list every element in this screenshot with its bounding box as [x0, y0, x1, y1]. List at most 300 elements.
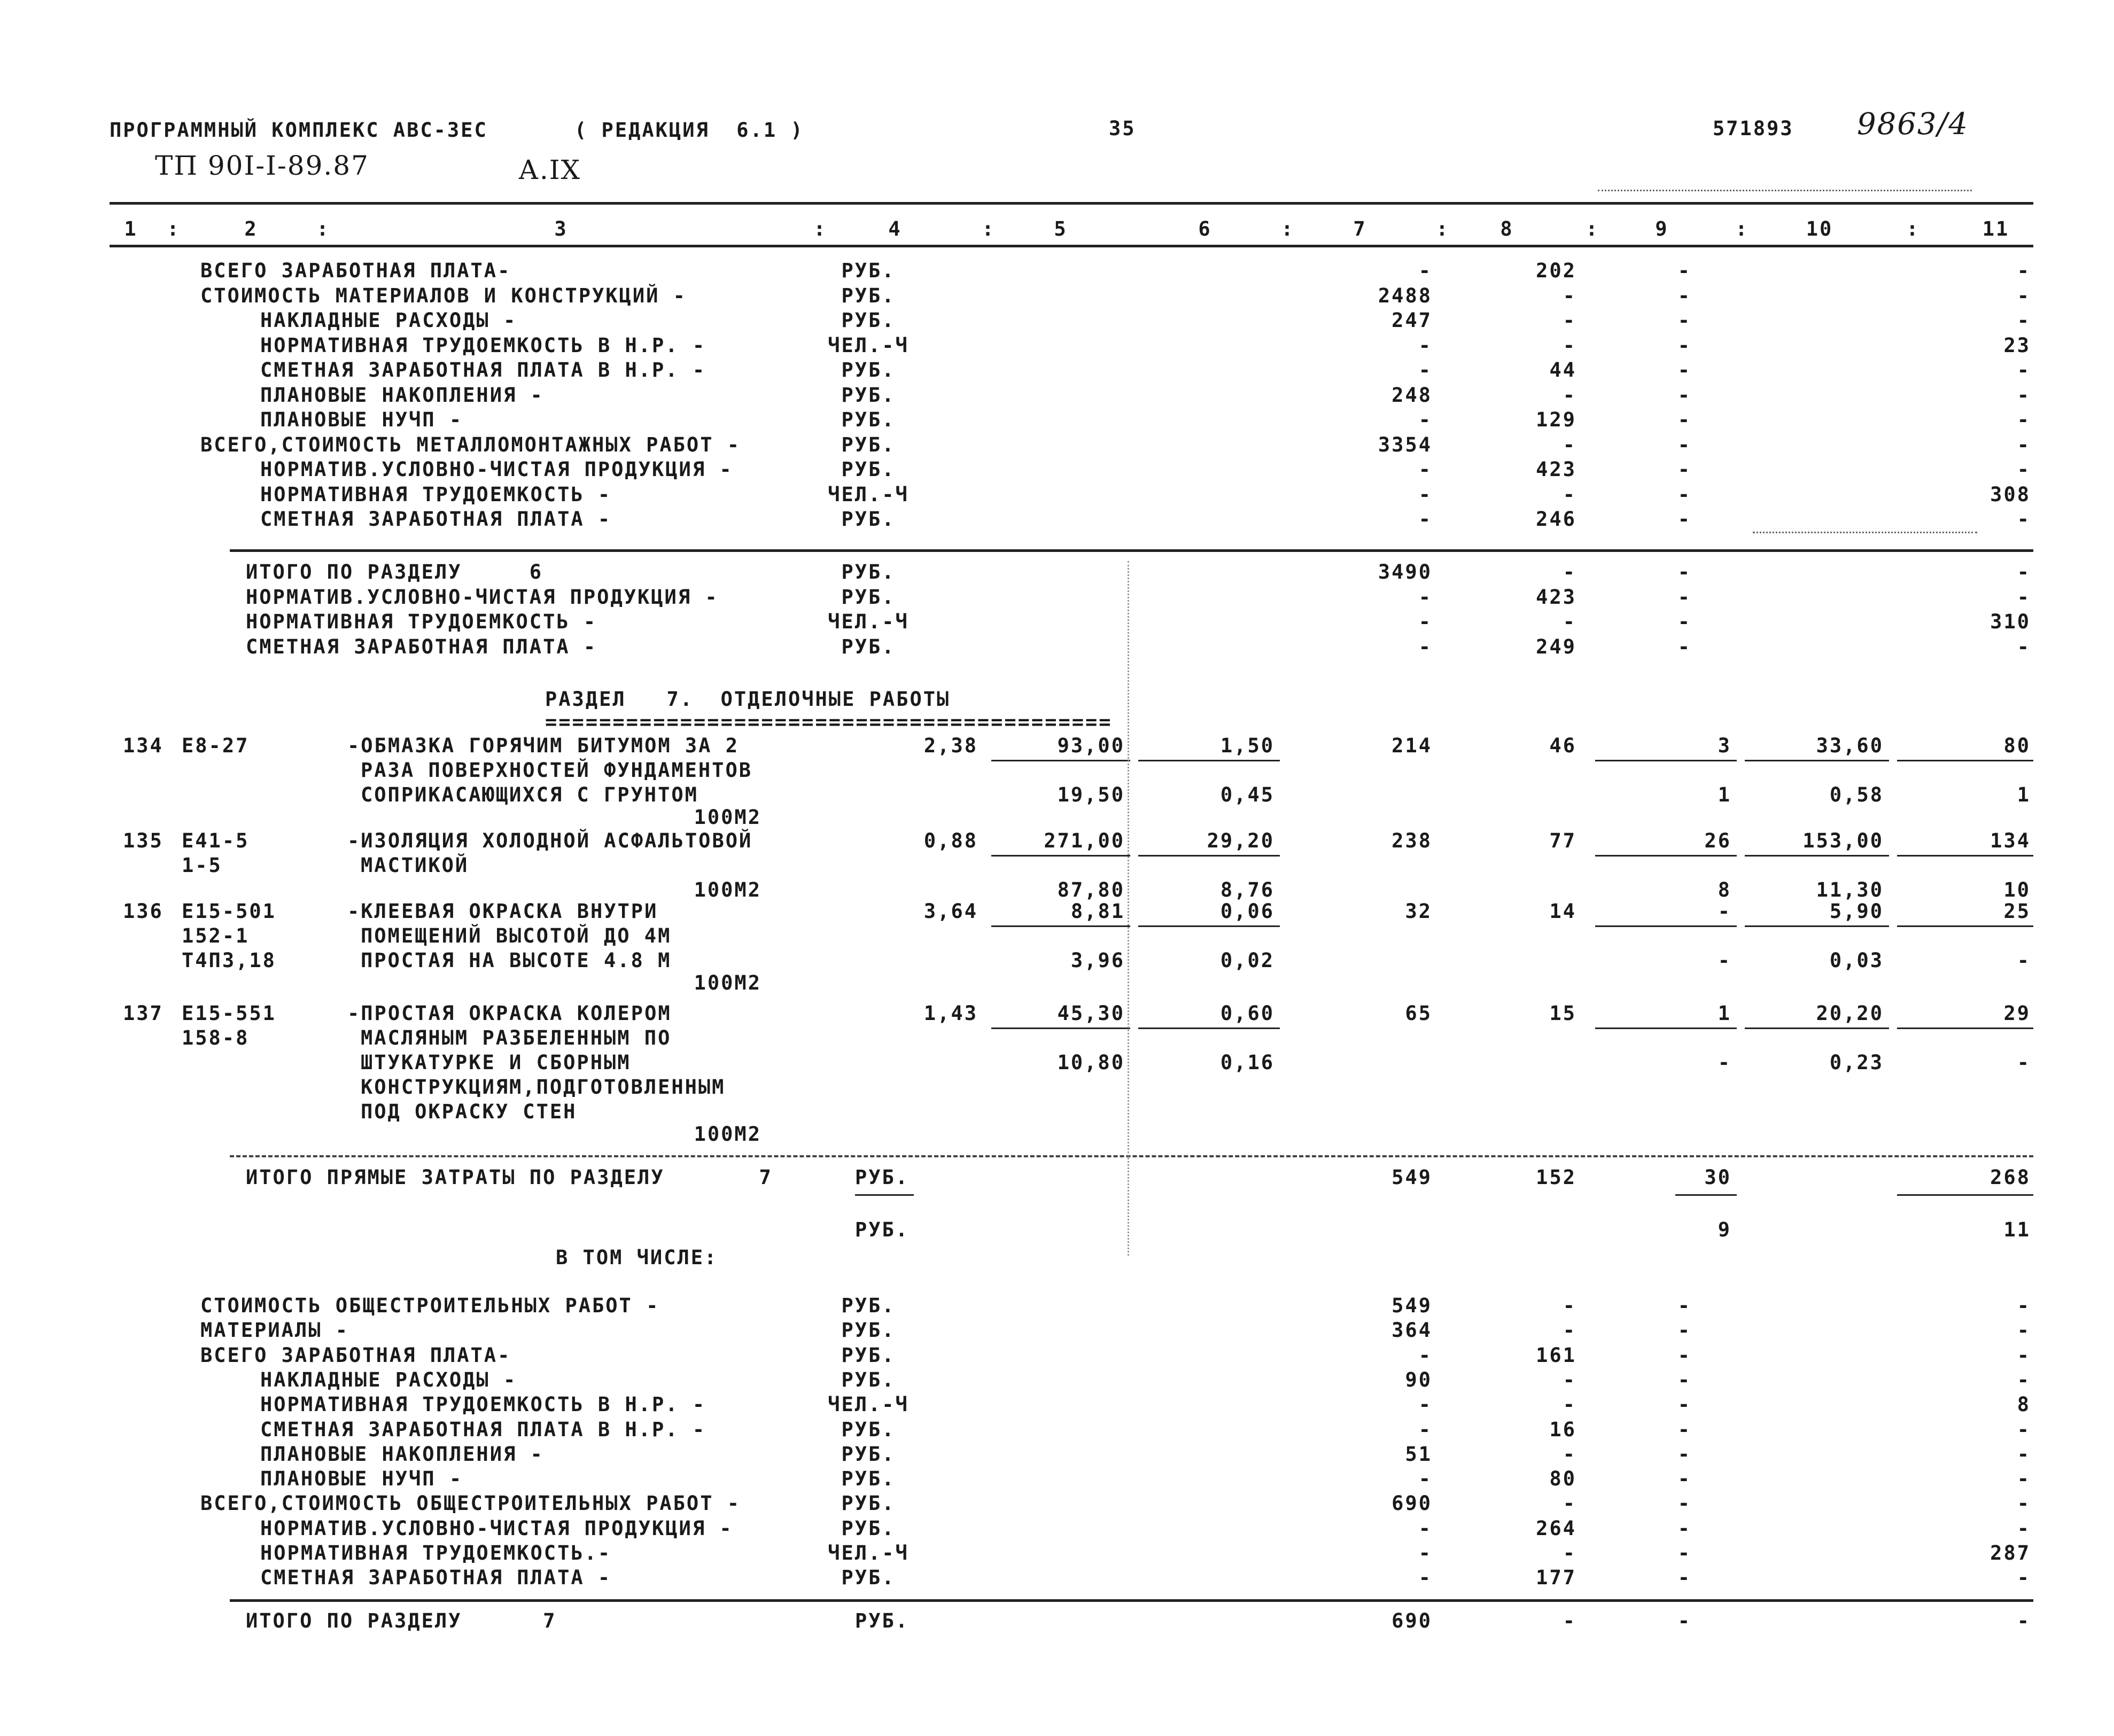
- summary-col11: -: [2017, 433, 2031, 456]
- item-col11: 25: [2003, 900, 2031, 923]
- summary-col9: -: [1677, 284, 1691, 307]
- summary-col9: -: [1677, 1566, 1691, 1590]
- item-subrule: [1897, 925, 2033, 927]
- item-subrule: [1595, 925, 1737, 927]
- summary-label: ПЛАНОВЫЕ НАКОПЛЕНИЯ -: [260, 383, 544, 407]
- summary-unit: РУБ.: [841, 635, 896, 658]
- summary-col11: -: [2017, 1294, 2031, 1317]
- column-header-11: 11: [1982, 217, 2010, 240]
- summary-unit: РУБ.: [841, 585, 896, 609]
- item-col11-sub: 10: [2003, 878, 2031, 901]
- item-number: 136: [123, 900, 164, 923]
- summary-col11: -: [2017, 458, 2031, 481]
- item-code: Е8-27: [182, 734, 250, 757]
- program-title: ПРОГРАММНЫЙ КОМПЛЕКС АВС-ЗЕС: [110, 119, 488, 142]
- summary-col7: -: [1418, 408, 1432, 431]
- project-number: ТП 90I-I-89.87: [155, 150, 369, 181]
- direct-costs-col11-sub: 11: [2003, 1218, 2031, 1241]
- item-unit: 100М2: [694, 1123, 761, 1146]
- item-description: ШТУКАТУРКЕ И СБОРНЫМ: [361, 1051, 631, 1074]
- item-subrule: [1595, 855, 1737, 857]
- summary-col8: 246: [1536, 508, 1576, 531]
- summary-col8: -: [1563, 383, 1576, 407]
- item-subrule: [1745, 760, 1889, 761]
- summary-col9: -: [1677, 635, 1691, 658]
- summary-col8: -: [1563, 1319, 1576, 1342]
- summary-col7: -: [1418, 1467, 1432, 1491]
- summary-col8: 161: [1536, 1343, 1576, 1367]
- item-col10: 5,90: [1829, 900, 1884, 923]
- item-col9: -: [1717, 900, 1731, 923]
- item-unit-price-sub: 87,80: [1057, 878, 1125, 901]
- direct-costs-unit-sub: РУБ.: [855, 1218, 910, 1241]
- item-unit-wage-sub: 0,02: [1220, 949, 1274, 972]
- summary-unit: РУБ.: [841, 259, 896, 282]
- summary-unit: ЧЕЛ.-Ч: [828, 333, 909, 357]
- summary-col11: -: [2017, 408, 2031, 431]
- summary-col7: -: [1418, 585, 1432, 609]
- summary-col9: -: [1677, 560, 1691, 583]
- handwritten-inventory-number: 9863/4: [1857, 107, 1969, 142]
- summary-col9: -: [1677, 1442, 1691, 1466]
- summary-col11: -: [2017, 560, 2031, 583]
- item-subrule: [1138, 925, 1280, 927]
- summary-col7: -: [1418, 333, 1432, 357]
- summary-col9: -: [1677, 1492, 1691, 1515]
- summary-col7: -: [1418, 1343, 1432, 1367]
- item-description: -ИЗОЛЯЦИЯ ХОЛОДНОЙ АСФАЛЬТОВОЙ: [347, 829, 753, 852]
- section7-total-col9: -: [1677, 1609, 1691, 1632]
- section7-total-rule: [230, 1599, 2033, 1602]
- column-header-7: 7: [1353, 217, 1367, 240]
- summary-unit: РУБ.: [841, 1442, 896, 1466]
- section7-total-unit: РУБ.: [855, 1609, 910, 1632]
- item-unit-price: 8,81: [1070, 900, 1125, 923]
- item-unit-wage-sub: 0,45: [1220, 783, 1274, 806]
- summary-col9: -: [1677, 610, 1691, 633]
- item-description: -ПРОСТАЯ ОКРАСКА КОЛЕРОМ: [347, 1002, 672, 1025]
- summary-col11: -: [2017, 383, 2031, 407]
- summary-col8: -: [1563, 1442, 1576, 1466]
- summary-col11: -: [2017, 508, 2031, 531]
- column-separator: :: [316, 217, 330, 240]
- summary-unit: РУБ.: [841, 1516, 896, 1540]
- summary-col7: -: [1418, 1542, 1432, 1564]
- direct-costs-label: ИТОГО ПРЯМЫЕ ЗАТРАТЫ ПО РАЗДЕЛУ 7: [246, 1166, 773, 1189]
- summary-col7: 247: [1392, 309, 1432, 332]
- summary-col11: -: [2017, 635, 2031, 658]
- column-separator: :: [982, 217, 996, 240]
- scan-dots: [1753, 532, 1977, 533]
- summary-col11: -: [2017, 585, 2031, 609]
- summary-col9: -: [1677, 1319, 1691, 1342]
- item-unit: 100М2: [694, 806, 761, 829]
- item-number: 137: [123, 1002, 164, 1025]
- item-col10: 153,00: [1802, 829, 1884, 852]
- summary-unit: РУБ.: [841, 458, 896, 481]
- item-col11-sub: -: [2017, 949, 2031, 972]
- item-col10-sub: 0,03: [1829, 949, 1884, 972]
- summary-label: НОРМАТИВНАЯ ТРУДОЕМКОСТЬ.-: [260, 1542, 612, 1564]
- summary-col9: -: [1677, 333, 1691, 357]
- item-subrule: [1745, 925, 1889, 927]
- summary-col11: -: [2017, 259, 2031, 282]
- summary-unit: РУБ.: [841, 1319, 896, 1342]
- summary-col7: -: [1418, 259, 1432, 282]
- summary-col7: -: [1418, 482, 1432, 506]
- column-header-8: 8: [1500, 217, 1514, 240]
- summary-col9: -: [1677, 1343, 1691, 1367]
- summary-col9: -: [1677, 408, 1691, 431]
- summary-label: СМЕТНАЯ ЗАРАБОТНАЯ ПЛАТА В Н.Р. -: [260, 359, 706, 382]
- summary-col8: 80: [1549, 1467, 1576, 1491]
- summary-col8: 202: [1536, 259, 1576, 282]
- item-total: 65: [1405, 1002, 1432, 1025]
- summary-unit: ЧЕЛ.-Ч: [828, 482, 909, 506]
- item-wage-total: 14: [1549, 900, 1576, 923]
- summary-col7: -: [1418, 1393, 1432, 1416]
- edition-label: ( РЕДАКЦИЯ 6.1 ): [574, 119, 804, 142]
- item-col9-sub: -: [1717, 949, 1731, 972]
- summary-col7: -: [1418, 1516, 1432, 1540]
- summary-col11: 310: [1990, 610, 2031, 633]
- scan-dots: [1598, 190, 1972, 191]
- item-col9-sub: 1: [1717, 783, 1731, 806]
- item-unit-wage-sub: 8,76: [1220, 878, 1274, 901]
- section7-total-col7: 690: [1392, 1609, 1432, 1632]
- summary-col7: 90: [1405, 1368, 1432, 1391]
- album-number: А.IX: [518, 154, 581, 185]
- table-top-rule: [110, 202, 2033, 205]
- summary-label: СМЕТНАЯ ЗАРАБОТНАЯ ПЛАТА -: [260, 508, 612, 531]
- section7-title-underline: ==========================================: [545, 711, 1113, 734]
- item-subrule: [1138, 855, 1280, 857]
- summary-col8: -: [1563, 309, 1576, 332]
- section7-total-col11: -: [2017, 1609, 2031, 1632]
- summary-unit: ЧЕЛ.-Ч: [828, 1393, 909, 1416]
- summary-col11: -: [2017, 1319, 2031, 1342]
- summary-unit: РУБ.: [841, 284, 896, 307]
- summary-col8: -: [1563, 1393, 1576, 1416]
- direct-costs-subrule: [1675, 1194, 1737, 1196]
- summary-unit: РУБ.: [841, 1343, 896, 1367]
- summary-unit: РУБ.: [841, 433, 896, 456]
- column-header-4: 4: [888, 217, 902, 240]
- summary-label: ПЛАНОВЫЕ НУЧП -: [260, 1467, 463, 1491]
- summary-col7: 690: [1392, 1492, 1432, 1515]
- item-col11: 134: [1990, 829, 2031, 852]
- item-description: ПОД ОКРАСКУ СТЕН: [361, 1100, 577, 1123]
- direct-costs-col9-sub: 9: [1717, 1218, 1731, 1241]
- summary-unit: ЧЕЛ.-Ч: [828, 1542, 909, 1564]
- item-total: 32: [1405, 900, 1432, 923]
- item-unit-wage: 0,06: [1220, 900, 1274, 923]
- summary-unit: РУБ.: [841, 508, 896, 531]
- column-separator: :: [1735, 217, 1749, 240]
- summary-col8: 423: [1536, 458, 1576, 481]
- item-col11: 80: [2003, 734, 2031, 757]
- column-header-rule: [110, 245, 2033, 247]
- summary-col11: 287: [1990, 1542, 2031, 1564]
- summary-col9: -: [1677, 585, 1691, 609]
- summary-col11: 8: [2017, 1393, 2031, 1416]
- item-col10-sub: 0,58: [1829, 783, 1884, 806]
- item-unit-price-sub: 10,80: [1057, 1051, 1125, 1074]
- summary-col7: -: [1418, 359, 1432, 382]
- item-subrule: [1745, 855, 1889, 857]
- summary-label: ПЛАНОВЫЕ НАКОПЛЕНИЯ -: [260, 1442, 544, 1466]
- summary-col7: -: [1418, 610, 1432, 633]
- summary-unit: ЧЕЛ.-Ч: [828, 610, 909, 633]
- item-col9-sub: 8: [1717, 878, 1731, 901]
- section7-total-col8: -: [1563, 1609, 1576, 1632]
- summary-col8: 177: [1536, 1566, 1576, 1590]
- document-code: 571893: [1713, 117, 1794, 140]
- item-code: 158-8: [182, 1026, 250, 1049]
- summary-label: СМЕТНАЯ ЗАРАБОТНАЯ ПЛАТА -: [246, 635, 597, 658]
- direct-costs-unit: РУБ.: [855, 1166, 910, 1189]
- summary-col9: -: [1677, 1542, 1691, 1564]
- summary-unit: РУБ.: [841, 1566, 896, 1590]
- summary-col9: -: [1677, 1516, 1691, 1540]
- item-subrule: [1745, 1027, 1889, 1029]
- column-separator: :: [1906, 217, 1920, 240]
- summary-col8: 249: [1536, 635, 1576, 658]
- summary-col11: 23: [2003, 333, 2031, 357]
- summary-col9: -: [1677, 1418, 1691, 1441]
- summary-label: ВСЕГО,СТОИМОСТЬ МЕТАЛЛОМОНТАЖНЫХ РАБОТ -: [200, 433, 741, 456]
- summary-label: МАТЕРИАЛЫ -: [200, 1319, 349, 1342]
- summary-unit: РУБ.: [841, 560, 896, 583]
- summary-col7: -: [1418, 458, 1432, 481]
- item-unit-price: 93,00: [1057, 734, 1125, 757]
- summary-label: СТОИМОСТЬ МАТЕРИАЛОВ И КОНСТРУКЦИЙ -: [200, 284, 687, 307]
- summary-col8: -: [1563, 482, 1576, 506]
- item-description: ПРОСТАЯ НА ВЫСОТЕ 4.8 М: [361, 949, 672, 972]
- summary-unit: РУБ.: [841, 383, 896, 407]
- column-header-9: 9: [1655, 217, 1669, 240]
- direct-costs-rule: [230, 1155, 2033, 1158]
- summary-label: ВСЕГО ЗАРАБОТНАЯ ПЛАТА-: [200, 259, 511, 282]
- summary-label: НАКЛАДНЫЕ РАСХОДЫ -: [260, 309, 517, 332]
- item-subrule: [1897, 855, 2033, 857]
- summary-col9: -: [1677, 1368, 1691, 1391]
- item-wage-total: 15: [1549, 1002, 1576, 1025]
- summary-col8: -: [1563, 1542, 1576, 1564]
- item-quantity: 1,43: [923, 1002, 978, 1025]
- item-description: -ОБМАЗКА ГОРЯЧИМ БИТУМОМ ЗА 2: [347, 734, 740, 757]
- item-unit-price: 271,00: [1044, 829, 1125, 852]
- scan-fold-mark: [1128, 561, 1129, 1256]
- summary-unit: РУБ.: [841, 1492, 896, 1515]
- summary-col7: 3354: [1378, 433, 1432, 456]
- summary-col7: 364: [1392, 1319, 1432, 1342]
- item-subrule: [1595, 1027, 1737, 1029]
- summary-col11: -: [2017, 1418, 2031, 1441]
- summary-col11: -: [2017, 359, 2031, 382]
- summary-unit: РУБ.: [841, 1294, 896, 1317]
- summary-col11: -: [2017, 1467, 2031, 1491]
- summary-col9: -: [1677, 383, 1691, 407]
- summary-col8: 264: [1536, 1516, 1576, 1540]
- summary-label: НОРМАТИВНАЯ ТРУДОЕМКОСТЬ В Н.Р. -: [260, 333, 706, 357]
- summary-col9: -: [1677, 508, 1691, 531]
- item-description: КОНСТРУКЦИЯМ,ПОДГОТОВЛЕННЫМ: [361, 1076, 726, 1099]
- item-col11-sub: -: [2017, 1051, 2031, 1074]
- summary-label: НОРМАТИВ.УСЛОВНО-ЧИСТАЯ ПРОДУКЦИЯ -: [246, 585, 719, 609]
- item-col9-sub: -: [1717, 1051, 1731, 1074]
- item-col10-sub: 0,23: [1829, 1051, 1884, 1074]
- item-subrule: [991, 855, 1130, 857]
- summary-col11: -: [2017, 1516, 2031, 1540]
- item-unit: 100М2: [694, 878, 761, 901]
- item-col10: 33,60: [1816, 734, 1884, 757]
- page-number: 35: [1109, 117, 1136, 140]
- column-header-6: 6: [1198, 217, 1212, 240]
- summary-col9: -: [1677, 359, 1691, 382]
- summary-label: СМЕТНАЯ ЗАРАБОТНАЯ ПЛАТА -: [260, 1566, 612, 1590]
- summary-col8: -: [1563, 333, 1576, 357]
- item-col10-sub: 11,30: [1816, 878, 1884, 901]
- item-col10: 20,20: [1816, 1002, 1884, 1025]
- item-description: СОПРИКАСАЮЩИХСЯ С ГРУНТОМ: [361, 783, 698, 806]
- summary-label: ВСЕГО,СТОИМОСТЬ ОБЩЕСТРОИТЕЛЬНЫХ РАБОТ -: [200, 1492, 741, 1515]
- item-unit-wage: 1,50: [1220, 734, 1274, 757]
- summary-unit: РУБ.: [841, 359, 896, 382]
- item-col11: 29: [2003, 1002, 2031, 1025]
- summary-unit: РУБ.: [841, 1467, 896, 1491]
- summary-label: НОРМАТИВ.УСЛОВНО-ЧИСТАЯ ПРОДУКЦИЯ -: [260, 1516, 733, 1540]
- summary-col8: 16: [1549, 1418, 1576, 1441]
- summary-col7: 2488: [1378, 284, 1432, 307]
- item-unit-price-sub: 19,50: [1057, 783, 1125, 806]
- column-header-10: 10: [1806, 217, 1833, 240]
- item-unit-price: 45,30: [1057, 1002, 1125, 1025]
- item-wage-total: 46: [1549, 734, 1576, 757]
- item-code: Т4П3,18: [182, 949, 276, 972]
- summary-col11: -: [2017, 1343, 2031, 1367]
- direct-costs-col9: 30: [1704, 1166, 1731, 1189]
- item-subrule: [991, 1027, 1130, 1029]
- column-header-2: 2: [244, 217, 258, 240]
- summary-col9: -: [1677, 1393, 1691, 1416]
- summary-col11: -: [2017, 1442, 2031, 1466]
- direct-costs-col11: 268: [1990, 1166, 2031, 1189]
- item-total: 238: [1392, 829, 1432, 852]
- direct-costs-col8: 152: [1536, 1166, 1576, 1189]
- summary-col11: -: [2017, 1492, 2031, 1515]
- item-subrule: [1138, 1027, 1280, 1029]
- direct-costs-col7: 549: [1392, 1166, 1432, 1189]
- summary-unit: РУБ.: [841, 309, 896, 332]
- summary-col9: -: [1677, 259, 1691, 282]
- item-description: МАСЛЯНЫМ РАЗБЕЛЕННЫМ ПО: [361, 1026, 672, 1049]
- column-header-1: 1: [124, 217, 138, 240]
- summary-col8: -: [1563, 433, 1576, 456]
- summary-unit: РУБ.: [841, 1418, 896, 1441]
- item-unit-wage: 0,60: [1220, 1002, 1274, 1025]
- item-unit-price-sub: 3,96: [1070, 949, 1125, 972]
- item-total: 214: [1392, 734, 1432, 757]
- item-quantity: 2,38: [923, 734, 978, 757]
- column-separator: :: [1586, 217, 1599, 240]
- summary-label: НОРМАТИВНАЯ ТРУДОЕМКОСТЬ -: [260, 482, 612, 506]
- summary-col7: 3490: [1378, 560, 1432, 583]
- summary-col8: -: [1563, 284, 1576, 307]
- summary-unit: РУБ.: [841, 1368, 896, 1391]
- column-header-5: 5: [1054, 217, 1068, 240]
- item-description: РАЗА ПОВЕРХНОСТЕЙ ФУНДАМЕНТОВ: [361, 759, 753, 782]
- item-description: МАСТИКОЙ: [361, 854, 469, 877]
- summary-col11: -: [2017, 1368, 2031, 1391]
- item-subrule: [1897, 760, 2033, 761]
- section7-total-label: ИТОГО ПО РАЗДЕЛУ 7: [246, 1609, 557, 1632]
- column-separator: :: [1436, 217, 1450, 240]
- column-separator: :: [813, 217, 827, 240]
- summary-label: СМЕТНАЯ ЗАРАБОТНАЯ ПЛАТА В Н.Р. -: [260, 1418, 706, 1441]
- item-unit-wage-sub: 0,16: [1220, 1051, 1274, 1074]
- item-number: 134: [123, 734, 164, 757]
- summary-col8: -: [1563, 1492, 1576, 1515]
- item-subrule: [991, 760, 1130, 761]
- summary-label: ПЛАНОВЫЕ НУЧП -: [260, 408, 463, 431]
- item-quantity: 0,88: [923, 829, 978, 852]
- item-number: 135: [123, 829, 164, 852]
- item-col9: 3: [1717, 734, 1731, 757]
- summary-col9: -: [1677, 309, 1691, 332]
- item-code: Е41-5: [182, 829, 250, 852]
- item-col9: 26: [1704, 829, 1731, 852]
- summary-col8: -: [1563, 1294, 1576, 1317]
- summary-col7: -: [1418, 1566, 1432, 1590]
- item-subrule: [991, 925, 1130, 927]
- summary-col8: 423: [1536, 585, 1576, 609]
- summary-label: СТОИМОСТЬ ОБЩЕСТРОИТЕЛЬНЫХ РАБОТ -: [200, 1294, 660, 1317]
- summary-label: НОРМАТИВНАЯ ТРУДОЕМКОСТЬ В Н.Р. -: [260, 1393, 706, 1416]
- summary-label: ИТОГО ПО РАЗДЕЛУ 6: [246, 560, 543, 583]
- summary-col8: -: [1563, 1368, 1576, 1391]
- summary-col7: -: [1418, 1418, 1432, 1441]
- summary-col9: -: [1677, 1294, 1691, 1317]
- section7-title: РАЗДЕЛ 7. ОТДЕЛОЧНЫЕ РАБОТЫ: [545, 688, 951, 711]
- item-code: 152-1: [182, 924, 250, 947]
- section6-total-rule: [230, 549, 2033, 552]
- summary-col11: 308: [1990, 482, 2031, 506]
- including-label: В ТОМ ЧИСЛЕ:: [556, 1246, 718, 1269]
- summary-col7: -: [1418, 635, 1432, 658]
- column-header-3: 3: [554, 217, 568, 240]
- item-unit: 100М2: [694, 971, 761, 994]
- summary-col8: -: [1563, 560, 1576, 583]
- summary-unit: РУБ.: [841, 408, 896, 431]
- item-wage-total: 77: [1549, 829, 1576, 852]
- column-separator: :: [167, 217, 181, 240]
- item-subrule: [1138, 760, 1280, 761]
- item-subrule: [1595, 760, 1737, 761]
- item-quantity: 3,64: [923, 900, 978, 923]
- column-separator: :: [1281, 217, 1295, 240]
- item-description: -КЛЕЕВАЯ ОКРАСКА ВНУТРИ: [347, 900, 658, 923]
- item-col9: 1: [1717, 1002, 1731, 1025]
- summary-col9: -: [1677, 458, 1691, 481]
- summary-col8: -: [1563, 610, 1576, 633]
- item-col11-sub: 1: [2017, 783, 2031, 806]
- summary-label: НОРМАТИВНАЯ ТРУДОЕМКОСТЬ -: [246, 610, 597, 633]
- direct-costs-subrule: [1897, 1194, 2033, 1196]
- item-code: Е15-551: [182, 1002, 276, 1025]
- summary-col7: -: [1418, 508, 1432, 531]
- summary-col7: 549: [1392, 1294, 1432, 1317]
